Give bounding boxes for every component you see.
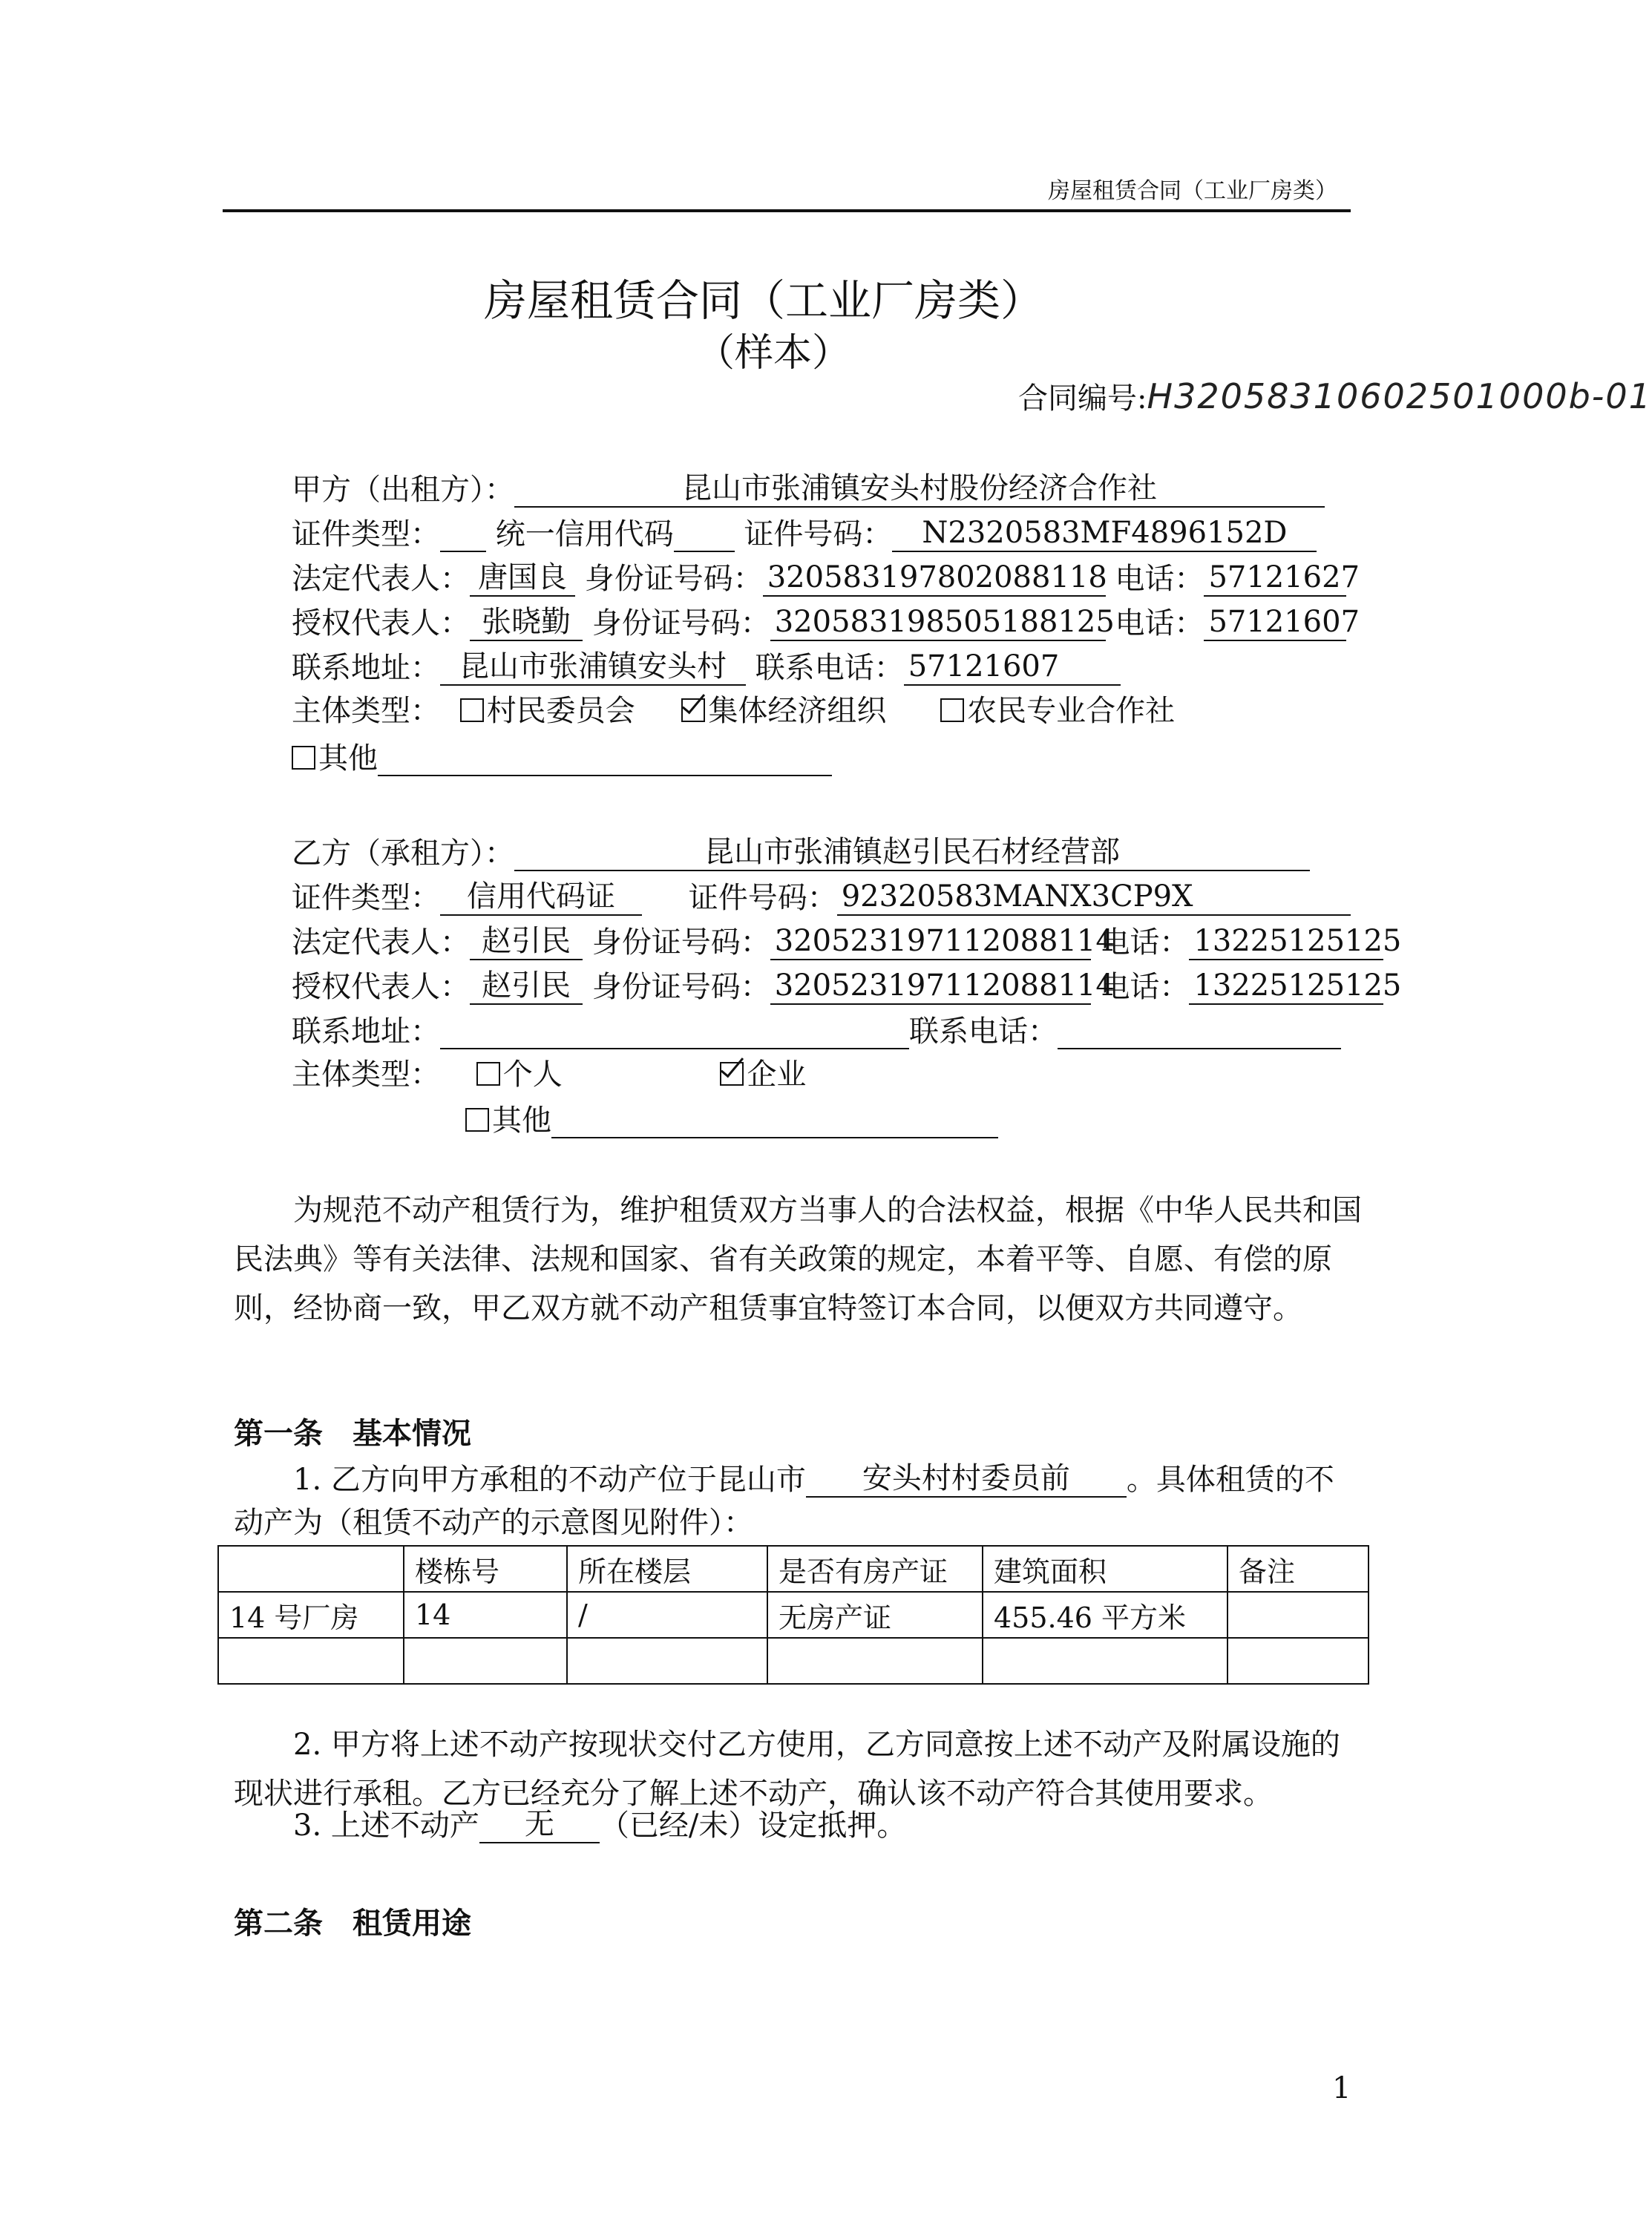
- type-option-enterprise: 企业: [720, 1058, 806, 1092]
- party-a-label: 甲方（出租方）：: [292, 473, 514, 507]
- id-no-label: 证件号码：: [744, 517, 893, 551]
- table-cell: 14: [404, 1592, 567, 1638]
- table-cell: [1227, 1592, 1369, 1638]
- party-a-auth-row: 授权代表人： 张晓勤 身份证号码： 320583198505188125 电话： 57121607: [292, 605, 1360, 640]
- legal-rep-name: 赵引民: [470, 923, 583, 960]
- contract-number-row: [1018, 378, 1652, 416]
- party-b-type-other-row: 其他: [465, 1101, 998, 1138]
- checked-checkbox-icon: [720, 1062, 744, 1086]
- party-a-legal-row: 法定代表人： 唐国良 身份证号码： 320583197802088118 电话： 57121627: [292, 560, 1360, 596]
- document-title: 房屋租赁合同（工业厂房类）: [484, 275, 1044, 326]
- header-rule: [223, 209, 1351, 212]
- party-a-id-no: N2320583MF4896152D: [892, 515, 1317, 552]
- party-a-type-other-row: 其他: [292, 739, 832, 776]
- property-table: [217, 1545, 1369, 1685]
- article-1-p1-line2: 动产为（租赁不动产的示意图见附件）：: [234, 1506, 753, 1540]
- party-b-address: [440, 1012, 909, 1049]
- checkbox-icon: [292, 746, 315, 770]
- party-a-type-row: 主体类型： 村民委员会 集体经济组织 农民专业合作社: [292, 694, 1176, 728]
- table-cell: [983, 1638, 1227, 1684]
- table-header-cell: 建筑面积: [983, 1546, 1227, 1592]
- table-cell: [218, 1638, 404, 1684]
- article-1-p1-line1: 1. 乙方向甲方承租的不动产位于昆山市 安头村村委员前 。具体租赁的不: [293, 1461, 1334, 1497]
- article-1-heading: 第一条 基本情况: [234, 1417, 471, 1451]
- table-cell: [767, 1638, 983, 1684]
- party-b-type-row: 主体类型： 个人 企业: [292, 1058, 807, 1092]
- party-a-address: 昆山市张浦镇安头村: [440, 649, 746, 686]
- id-type-value: 统一信用代码: [495, 517, 674, 551]
- table-row: [218, 1638, 1369, 1684]
- checkbox-icon: [476, 1062, 500, 1086]
- table-header-cell: 所在楼层: [567, 1546, 767, 1592]
- party-b-legal-row: 法定代表人： 赵引民 身份证号码： 320523197112088114 电话： 13225125125: [292, 924, 1402, 960]
- party-b-auth-row: 授权代表人： 赵引民 身份证号码： 320523197112088114 电话： 13225125125: [292, 968, 1402, 1004]
- table-cell: 14 号厂房: [218, 1592, 404, 1638]
- running-header: 房屋租赁合同（工业厂房类）: [1048, 178, 1337, 204]
- table-row: [218, 1592, 1369, 1638]
- legal-rep-phone: 13225125125: [1189, 923, 1383, 960]
- auth-rep-phone: 57121607: [1204, 604, 1346, 641]
- article-1-p3: 3. 上述不动产 无 （已经/未）设定抵押。: [293, 1807, 907, 1843]
- checkbox-icon: [465, 1108, 489, 1132]
- type-option-villagers-committee: 村民委员会: [460, 694, 635, 728]
- mortgage-status: 无: [479, 1806, 600, 1843]
- party-a-row: [292, 471, 1325, 508]
- table-header-row: [218, 1546, 1369, 1592]
- page-number: 1: [1332, 2071, 1351, 2105]
- table-cell: 455.46 平方米: [983, 1592, 1227, 1638]
- table-cell: /: [567, 1592, 767, 1638]
- type-option-collective: 集体经济组织: [681, 694, 886, 728]
- table-cell: [1227, 1638, 1369, 1684]
- auth-rep-id: 320583198505188125: [770, 604, 1106, 641]
- article-2-heading: 第二条 租赁用途: [234, 1906, 471, 1941]
- party-b-id-no: 92320583MANX3CP9X: [837, 879, 1351, 916]
- preamble-paragraph: 为规范不动产租赁行为，维护租赁双方当事人的合法权益，根据《中华人民共和国民法典》等有关法律、法规和国家、省有关政策的规定，本着平等、自愿、有偿的原则，经协商一致，甲乙双方就不动产租赁事宜特签订本合同，以便双方共同遵守。: [234, 1193, 1362, 1325]
- property-location: 安头村村委员前: [806, 1460, 1127, 1498]
- checkbox-icon: [460, 698, 484, 722]
- legal-rep-id: 320523197112088114: [770, 923, 1091, 960]
- type-option-individual: 个人: [476, 1058, 563, 1092]
- auth-rep-id: 320523197112088114: [770, 968, 1091, 1005]
- table-header-cell: 是否有房产证: [767, 1546, 983, 1592]
- table-header-cell: [218, 1546, 404, 1592]
- checked-checkbox-icon: [681, 698, 705, 722]
- id-type-value: 信用代码证: [440, 879, 642, 916]
- contract-number-label: 合同编号:: [1018, 381, 1147, 416]
- party-b-row: 乙方（承租方）： 昆山市张浦镇赵引民石材经营部: [292, 834, 1310, 871]
- auth-rep-name: 张晓勤: [470, 604, 583, 641]
- party-a-id-row: [292, 515, 1317, 552]
- table-cell: [567, 1638, 767, 1684]
- table-cell: 无房产证: [767, 1592, 983, 1638]
- table-header-cell: 楼栋号: [404, 1546, 567, 1592]
- party-b-addr-row: 联系地址： 联系电话：: [292, 1012, 1341, 1049]
- table-header-cell: 备注: [1227, 1546, 1369, 1592]
- document-subtitle: （样本）: [696, 331, 851, 376]
- legal-rep-name: 唐国良: [470, 560, 575, 597]
- checkbox-icon: [940, 698, 964, 722]
- party-a-addr-row: 联系地址： 昆山市张浦镇安头村 联系电话： 57121607: [292, 649, 1121, 686]
- auth-rep-name: 赵引民: [470, 968, 583, 1005]
- party-a-name: 昆山市张浦镇安头村股份经济合作社: [514, 471, 1325, 508]
- legal-rep-id: 320583197802088118: [763, 560, 1106, 597]
- legal-rep-phone: 57121627: [1204, 560, 1346, 597]
- contract-number-handwritten: H32058310602501000b-01: [1147, 376, 1652, 416]
- table-cell: [404, 1638, 567, 1684]
- party-a-contact-phone: 57121607: [904, 649, 1121, 686]
- type-option-cooperative: 农民专业合作社: [940, 694, 1175, 728]
- auth-rep-phone: 13225125125: [1189, 968, 1383, 1005]
- party-b-contact-phone: [1058, 1012, 1341, 1049]
- party-b-name: 昆山市张浦镇赵引民石材经营部: [514, 834, 1310, 871]
- party-b-id-row: 证件类型： 信用代码证 证件号码： 92320583MANX3CP9X: [292, 879, 1351, 916]
- article-1-p2: 2. 甲方将上述不动产按现状交付乙方使用，乙方同意按上述不动产及附属设施的现状进行承租。乙方已经充分了解上述不动产，确认该不动产符合其使用要求。: [234, 1728, 1340, 1811]
- id-type-label: 证件类型：: [292, 517, 440, 551]
